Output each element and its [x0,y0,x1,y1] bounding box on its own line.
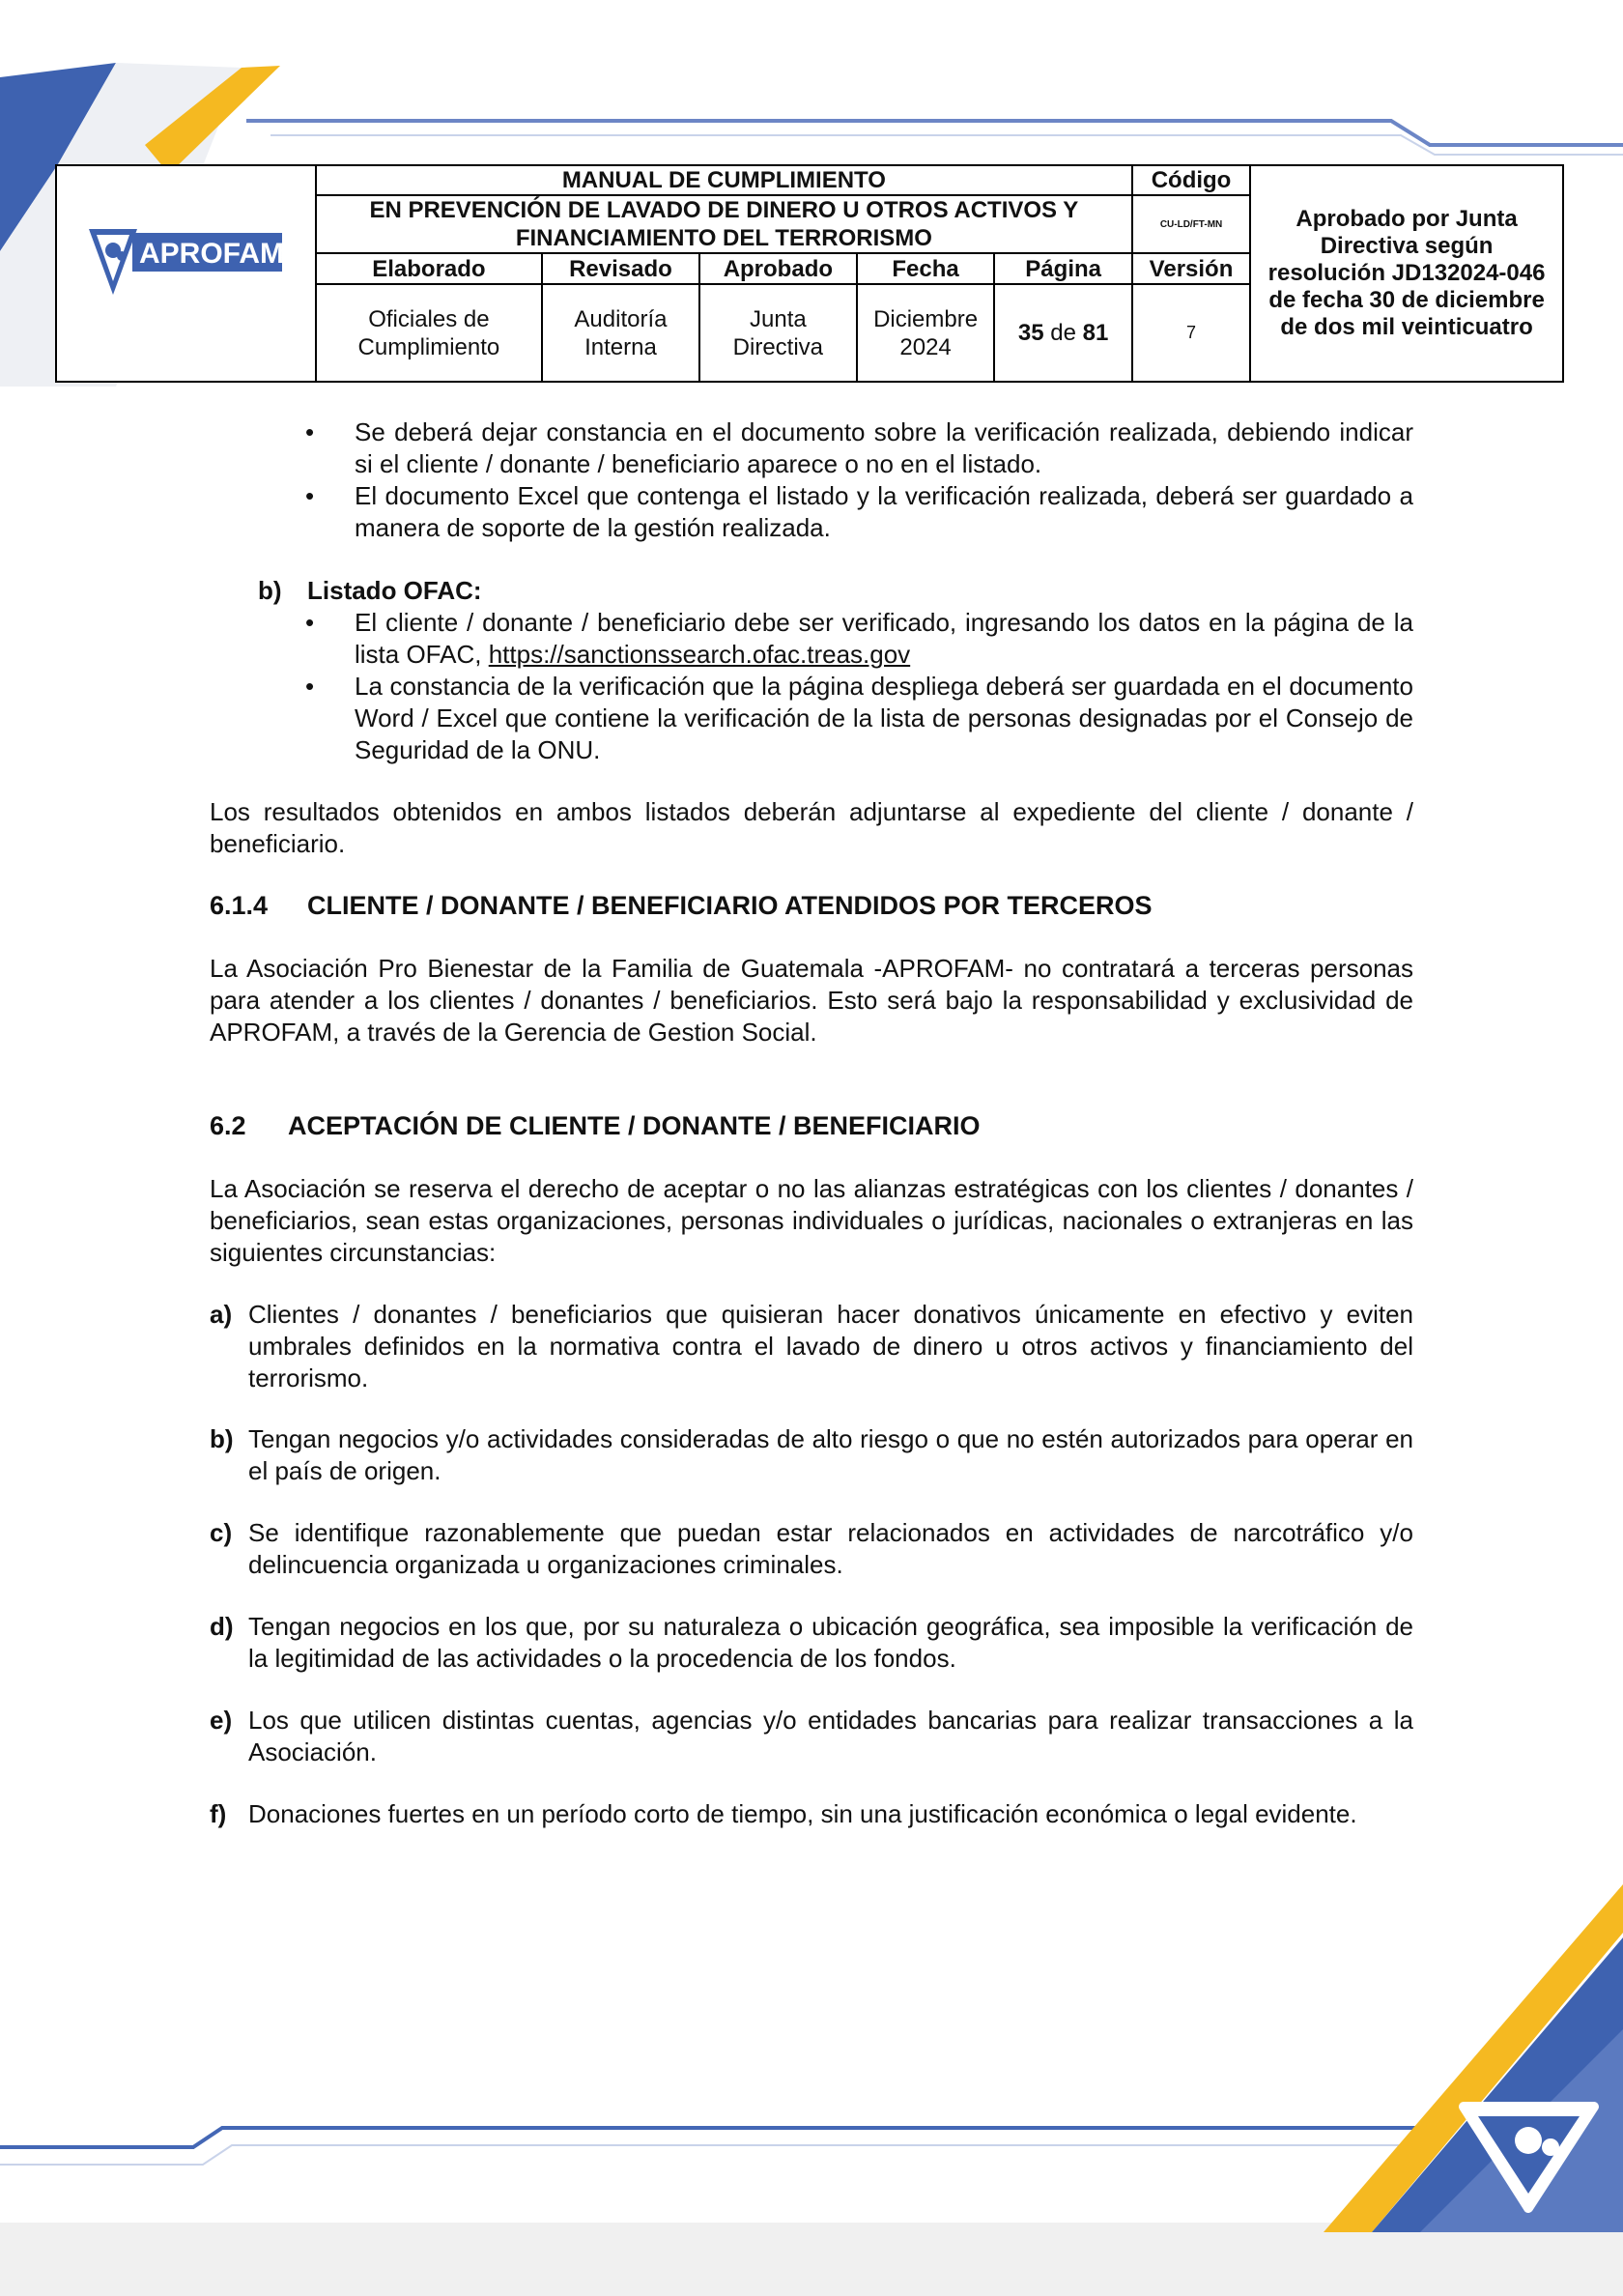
col-elaborado: Elaborado [316,253,542,284]
top-wave-line [246,121,1623,145]
ofac-title: Listado OFAC: [307,576,482,605]
manual-title-lines: EN PREVENCIÓN DE LAVADO DE DINERO U OTROS ACTIVOS Y FINANCIAMIENTO DEL TERRORISMO [316,195,1132,253]
ofac-bullet-1: El cliente / donante / beneficiario debe ser verificado, ingresando los datos en la página de la lista OFAC, https://sanctionssearch.ofac.treas.gov [355,608,1413,669]
item-label: c) [210,1518,233,1547]
document-header-table [55,164,1564,383]
section-62-number: 6.2 [210,1111,246,1140]
list-item: Clientes / donantes / beneficiarios que quisieran hacer donativos únicamente en efectivo y eviten umbrales definidos en la normativa contra el lavado de dinero u otros activos y financiamiento del terrorismo. [248,1300,1413,1392]
list-item: Los que utilicen distintas cuentas, agencias y/o entidades bancarias para realizar transacciones a la Asociación. [248,1706,1413,1766]
bottom-line-2 [0,2145,1401,2165]
bullet-dot: • [305,417,315,446]
list-item: Donaciones fuertes en un período corto de tiempo, sin una justificación económica o legal evidente. [248,1799,1357,1828]
list-item: Se identifique razonablemente que puedan estar relacionados en actividades de narcotráfico y/o delincuencia organizada u organizaciones criminales. [248,1518,1413,1579]
approval-note: Aprobado por Junta Directiva según resolución JD132024-046 de fecha 30 de diciembre de dos mil veinticuatro [1250,165,1563,382]
elaborado-value: Oficiales de Cumplimiento [316,284,542,382]
col-version: Versión [1132,253,1250,284]
bullet-item: El documento Excel que contenga el listado y la verificación realizada, deberá ser guardado a manera de soporte de la gestión realizada. [355,481,1413,542]
list-item: Tengan negocios en los que, por su naturaleza o ubicación geográfica, sea imposible la verificación de la legitimidad de las actividades o la procedencia de los fondos. [248,1612,1413,1673]
bottom-gray-band [0,2223,1623,2296]
aprobado-value: Junta Directiva [699,284,857,382]
revisado-value: Auditoría Interna [542,284,699,382]
ofac-link[interactable]: https://sanctionssearch.ofac.treas.gov [488,640,911,669]
bullet-dot: • [305,608,315,637]
col-aprobado: Aprobado [699,253,857,284]
item-label: f) [210,1799,227,1828]
col-pagina: Página [994,253,1132,284]
item-label: b) [210,1424,234,1453]
list-item: Tengan negocios y/o actividades consideradas de alto riesgo o que no estén autorizados para operar en el país de origen. [248,1424,1413,1485]
section-614-title: CLIENTE / DONANTE / BENEFICIARIO ATENDIDOS POR TERCEROS [307,891,1153,920]
bullet-dot: • [305,672,315,701]
bullet-dot: • [305,481,315,510]
fecha-value: Diciembre 2024 [857,284,995,382]
section-614-paragraph: La Asociación Pro Bienestar de la Familia de Guatemala -APROFAM- no contratará a terceras personas para atender a los clientes / donantes / beneficiarios. Esto será bajo la responsabilidad y exclusividad de APROFAM, a través de la Gerencia de Gestion Social. [210,954,1413,1047]
page-number: 35 de 81 [994,284,1132,382]
ofac-bullet-2: La constancia de la verificación que la página despliega deberá ser guardada en el documento Word / Excel que contiene la verificación de la lista de personas designadas por el Consejo de Seguridad de la ONU. [355,672,1413,764]
ofac-label: b) [258,576,282,605]
manual-title-line1: MANUAL DE CUMPLIMIENTO [316,165,1132,195]
codigo-value: CU-LD/FT-MN [1132,195,1250,253]
logo-cell [56,165,316,382]
bullet-item: Se deberá dejar constancia en el documento sobre la verificación realizada, debiendo indicar si el cliente / donante / beneficiario aparece o no en el listado. [355,417,1413,478]
logo-text: APROFAM [139,237,285,270]
aprofam-logo [79,217,292,324]
col-revisado: Revisado [542,253,699,284]
item-label: e) [210,1706,233,1735]
col-fecha: Fecha [857,253,995,284]
results-paragraph: Los resultados obtenidos en ambos listados deberán adjuntarse al expediente del cliente / donante / beneficiario. [210,797,1413,858]
section-62-intro: La Asociación se reserva el derecho de aceptar o no las alianzas estratégicas con los clientes / donantes / beneficiarios, sean estas organizaciones, personas individuales o jurídicas, nacionales o extranjeras en las siguientes circunstancias: [210,1174,1413,1267]
section-614-number: 6.1.4 [210,891,269,920]
codigo-label: Código [1132,165,1250,195]
section-62-title: ACEPTACIÓN DE CLIENTE / DONANTE / BENEFICIARIO [288,1111,981,1140]
item-label: d) [210,1612,234,1641]
item-label: a) [210,1300,233,1329]
version-value: 7 [1132,284,1250,382]
